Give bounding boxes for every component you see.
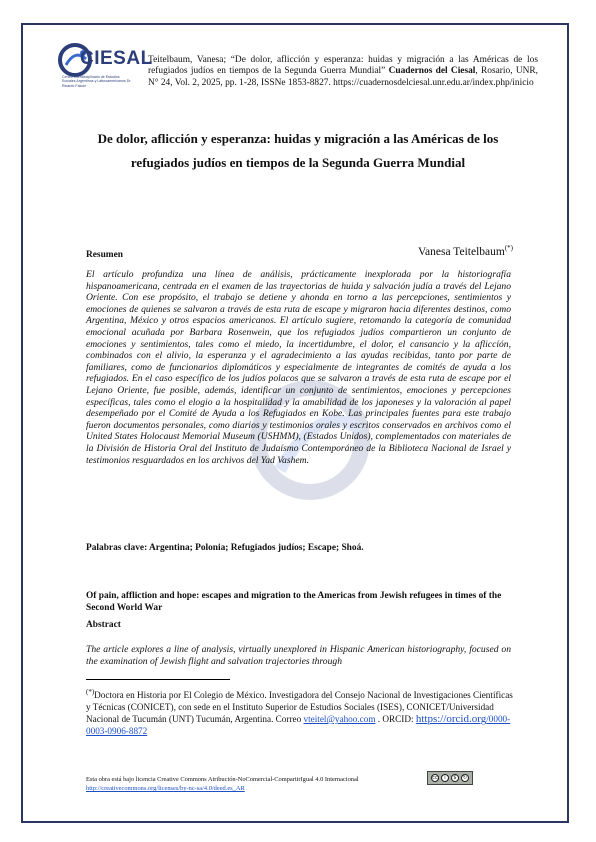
author-footnote [86, 686, 516, 737]
license-text: Esta obra está bajo licencia Creative Commons Atribución-NoComercial-CompartirIgual 4.0 Internacional [86, 776, 359, 783]
keywords: Palabras clave: Argentina; Polonia; Refugiados judíos; Escape; Shoá. [86, 543, 364, 553]
logo-subtitle: Centro Interdisciplinario de Estudios Sociales Argentinos y Latinoamericanos Dr. Ricardo Falcón [62, 75, 132, 88]
footnote-divider [86, 679, 230, 680]
author-email-link[interactable]: vteitel@yahoo.com [303, 714, 376, 725]
orcid-host: https://orcid.org [415, 713, 487, 726]
citation-details: , Rosario, UNR, N° 24, Vol. 2, 2025, pp. 1-28, ISSNe 1853-8827. https://cuadernosdelciesal.unr.edu.ar/index.php/inicio [148, 66, 538, 88]
by-icon: i [441, 774, 449, 782]
author-line [418, 244, 513, 258]
citation-header [148, 55, 538, 89]
journal-name: Cuadernos del Ciesal [388, 66, 476, 77]
resumen-heading: Resumen [86, 250, 123, 260]
cc-icon: cc [432, 775, 438, 781]
english-title: Of pain, affliction and hope: escapes and migration to the Americas from Jewish refugees in times of the Second World War [86, 591, 502, 613]
author-name: Vanesa Teitelbaum [418, 245, 505, 258]
cc-license-badge[interactable] [427, 771, 473, 785]
abstract-text: The article explores a line of analysis, virtually unexplored in Hispanic American historiography, focused on the examination of Jewish flight and salvation trajectories through [86, 644, 511, 667]
sa-icon: ↻ [462, 775, 468, 781]
author-footnote-marker[interactable]: (*) [504, 244, 513, 252]
logo-name: CIESAL [80, 48, 153, 69]
abstract-heading: Abstract [86, 620, 121, 630]
footnote-marker: (*) [86, 688, 95, 696]
footnote-text: Doctora en Historia por El Colegio de México. Investigadora del Consejo Nacional de Investigaciones Científicas y Técnicas (CONICET), con sede en el Instituto Superior de Estudios Sociales (ISES), CONICET/Universidad Nacional de Tucumán (UNT) Tucumán, Argentina. Correo [86, 690, 513, 725]
license-notice [86, 775, 426, 793]
citation-text: Teitelbaum, Vanesa; “De dolor, aflicción y esperanza: huidas y migración a las Américas de los refugiados judíos en tiempos de la Segunda Guerra Mundial” [148, 55, 538, 77]
orcid-label: . ORCID: [375, 714, 416, 725]
nc-icon: $ [451, 774, 459, 782]
article-title: De dolor, aflicción y esperanza: huidas y migración a las Américas de los refugiados judíos en tiempos de la Segunda Guerra Mundial [97, 131, 499, 170]
ciesal-logo [56, 41, 153, 105]
resumen-text: El artículo profundiza una línea de análisis, prácticamente inexplorada por la historiografía hispanoamericana, centrada en el examen de las trayectorias de huida y salvación judía a través del Lejano Oriente. Con ese propósito, el trabajo se detiene y ahonda en torno a las percepciones, sentimientos y emociones de quienes se salvaron a través de esta ruta de escape y migraron hacia diferentes destinos, como Argentina, México y otros espacios americanos. El artículo sugiere, retomando la categoría de comunidad emocional acuñada por Barbara Rosenwein, que los refugiados judíos compartieron un conjunto de emociones y sentimientos, tales como el miedo, la incertidumbre, el dolor, el cansancio y la aflicción, combinados con el alivio, la esperanza y el agradecimiento a las ayudas recibidas, tanto por parte de familiares, como de funcionarios diplomáticos y especialmente de integrantes de comités de ayuda a los refugiados. En el caso específico de los judíos polacos que se salvaron a través de esta ruta de escape por el Lejano Oriente, fue posible, además, identificar un conjunto de sentimientos, emociones y percepciones específicas, tales como el elogio a la hospitalidad y la amabilidad de los japoneses y la valoración al papel desempeñado por el Comité de Ayuda a los Refugiados en Kobe. Las principales fuentes para este trabajo fueron documentos personales, como diarios y testimonios orales y escritos conservados en archivos como el United States Holocaust Memorial Museum (USHMM), (Estados Unidos), complementados con materiales de la División de Historia Oral del Instituto de Judaísmo Contemporáneo de la Biblioteca Nacional de Israel y testimonios resguardados en los archivos del Yad Vashem. [86, 269, 511, 466]
orcid-path: /0000-0003-0906-8872 [86, 714, 511, 737]
license-url-link[interactable]: http://creativecommons.org/licenses/by-nc-sa/4.0/deed.es_AR [86, 785, 245, 792]
